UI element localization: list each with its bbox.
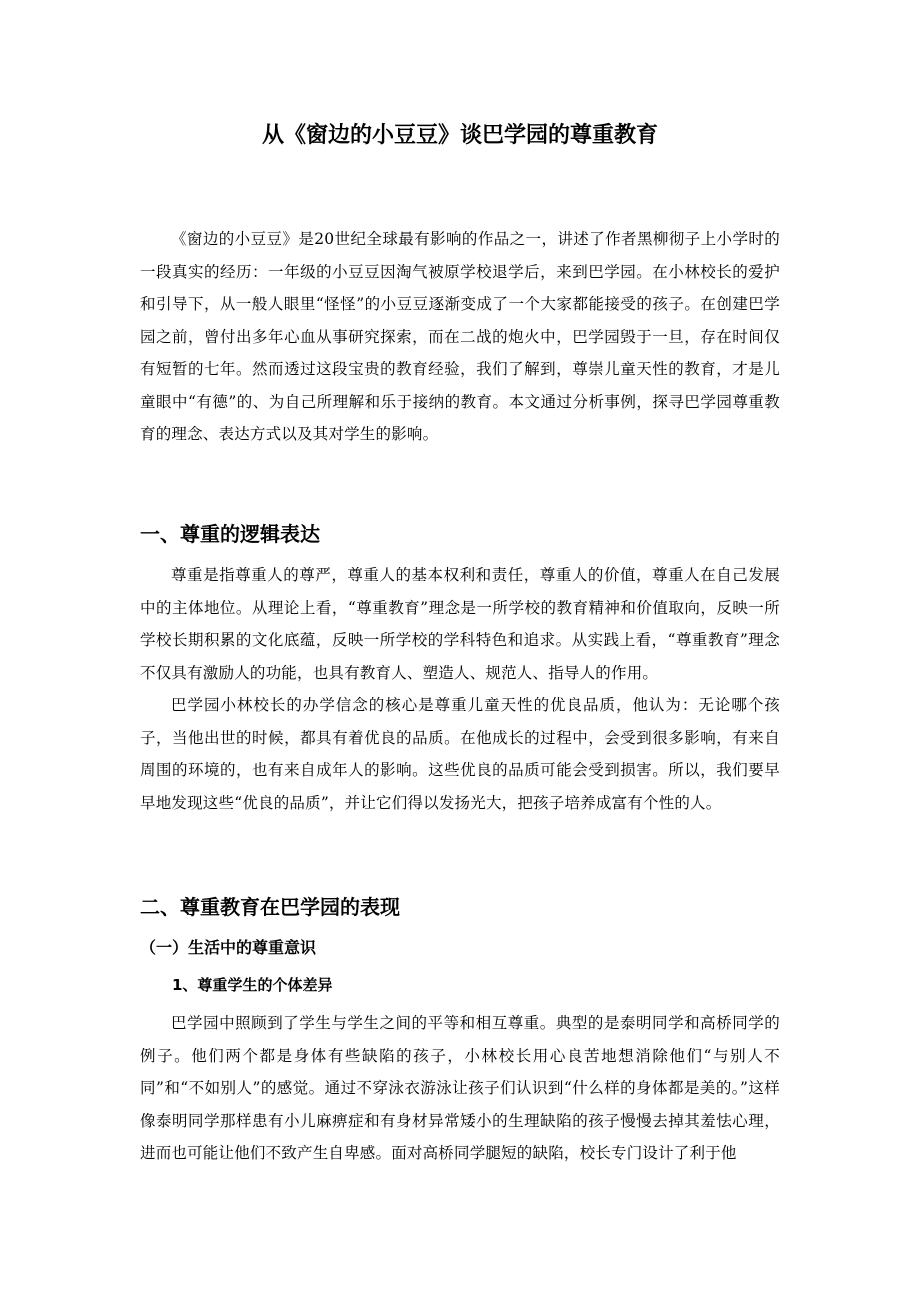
section-2-subheading-block (140, 933, 780, 963)
document-title: 从《窗边的小豆豆》谈巴学园的尊重教育 (261, 123, 658, 148)
section-2-paragraph-1: 巴学园中照顾到了学生与学生之间的平等和相互尊重。典型的是泰明同学和高桥同学的例子。他们两个都是身体有些缺陷的孩子，小林校长用心良苦地想消除他们“与别人不同”和“不如别人”的感觉。通过不穿泳衣游泳让孩子们认识到“什么样的身体都是美的。”这样像泰明同学那样患有小儿麻痹症和有身材异常矮小的生理缺陷的孩子慢慢去掉其羞怯心理，进而也可能让他们不致产生自卑感。面对高桥同学腿短的缺陷，校长专门设计了利于他 (140, 1014, 780, 1162)
section-1-heading: 一、尊重的逻辑表达 (140, 522, 320, 546)
section-1-paragraph-2: 巴学园小林校长的办学信念的核心是尊重儿童天性的优良品质，他认为：无论哪个孩子，当他出世的时候，都具有着优良的品质。在他成长的过程中，会受到很多影响，有来自周围的环境的，也有来自成年人的影响。这些优良的品质可能会受到损害。所以，我们要早早地发现这些“优良的品质”，并让它们得以发扬光大，把孩子培养成富有个性的人。 (140, 696, 780, 812)
intro-paragraph: 《窗边的小豆豆》是20世纪全球最有影响的作品之一，讲述了作者黑柳彻子上小学时的一段真实的经历：一年级的小豆豆因淘气被原学校退学后，来到巴学园。在小林校长的爱护和引导下，从一般人眼里“怪怪”的小豆豆逐渐变成了一个大家都能接受的孩子。在创建巴学园之前，曾付出多年心血从事研究探索，而在二战的炮火中，巴学园毁于一旦，存在时间仅有短暂的七年。然而透过这段宝贵的教育经验，我们了解到，尊崇儿童天性的教育，才是儿童眼中“有德”的、为自己所理解和乐于接纳的教育。本文通过分析事例，探寻巴学园尊重教育的理念、表达方式以及其对学生的影响。 (140, 230, 780, 443)
section-2-heading: 二、尊重教育在巴学园的表现 (140, 895, 400, 919)
section-1-body (140, 559, 780, 819)
section-2-subsubheading-1: 1、尊重学生的个体差异 (172, 976, 333, 994)
section-2-subsubheading-block (140, 970, 780, 1000)
section-2 (140, 891, 780, 923)
section-2-body (140, 1007, 780, 1170)
intro-block (140, 223, 780, 451)
section-1 (140, 518, 780, 550)
section-2-subheading-1: （一）生活中的尊重意识 (140, 938, 317, 957)
section-1-paragraph-1: 尊重是指尊重人的尊严，尊重人的基本权利和责任，尊重人的价值，尊重人在自己发展中的主体地位。从理论上看，“尊重教育”理念是一所学校的教育精神和价值取向，反映一所学校长期积累的文化底蕴，反映一所学校的学科特色和追求。从实践上看，“尊重教育”理念不仅具有激励人的功能，也具有教育人、塑造人、规范人、指导人的作用。 (140, 566, 780, 682)
